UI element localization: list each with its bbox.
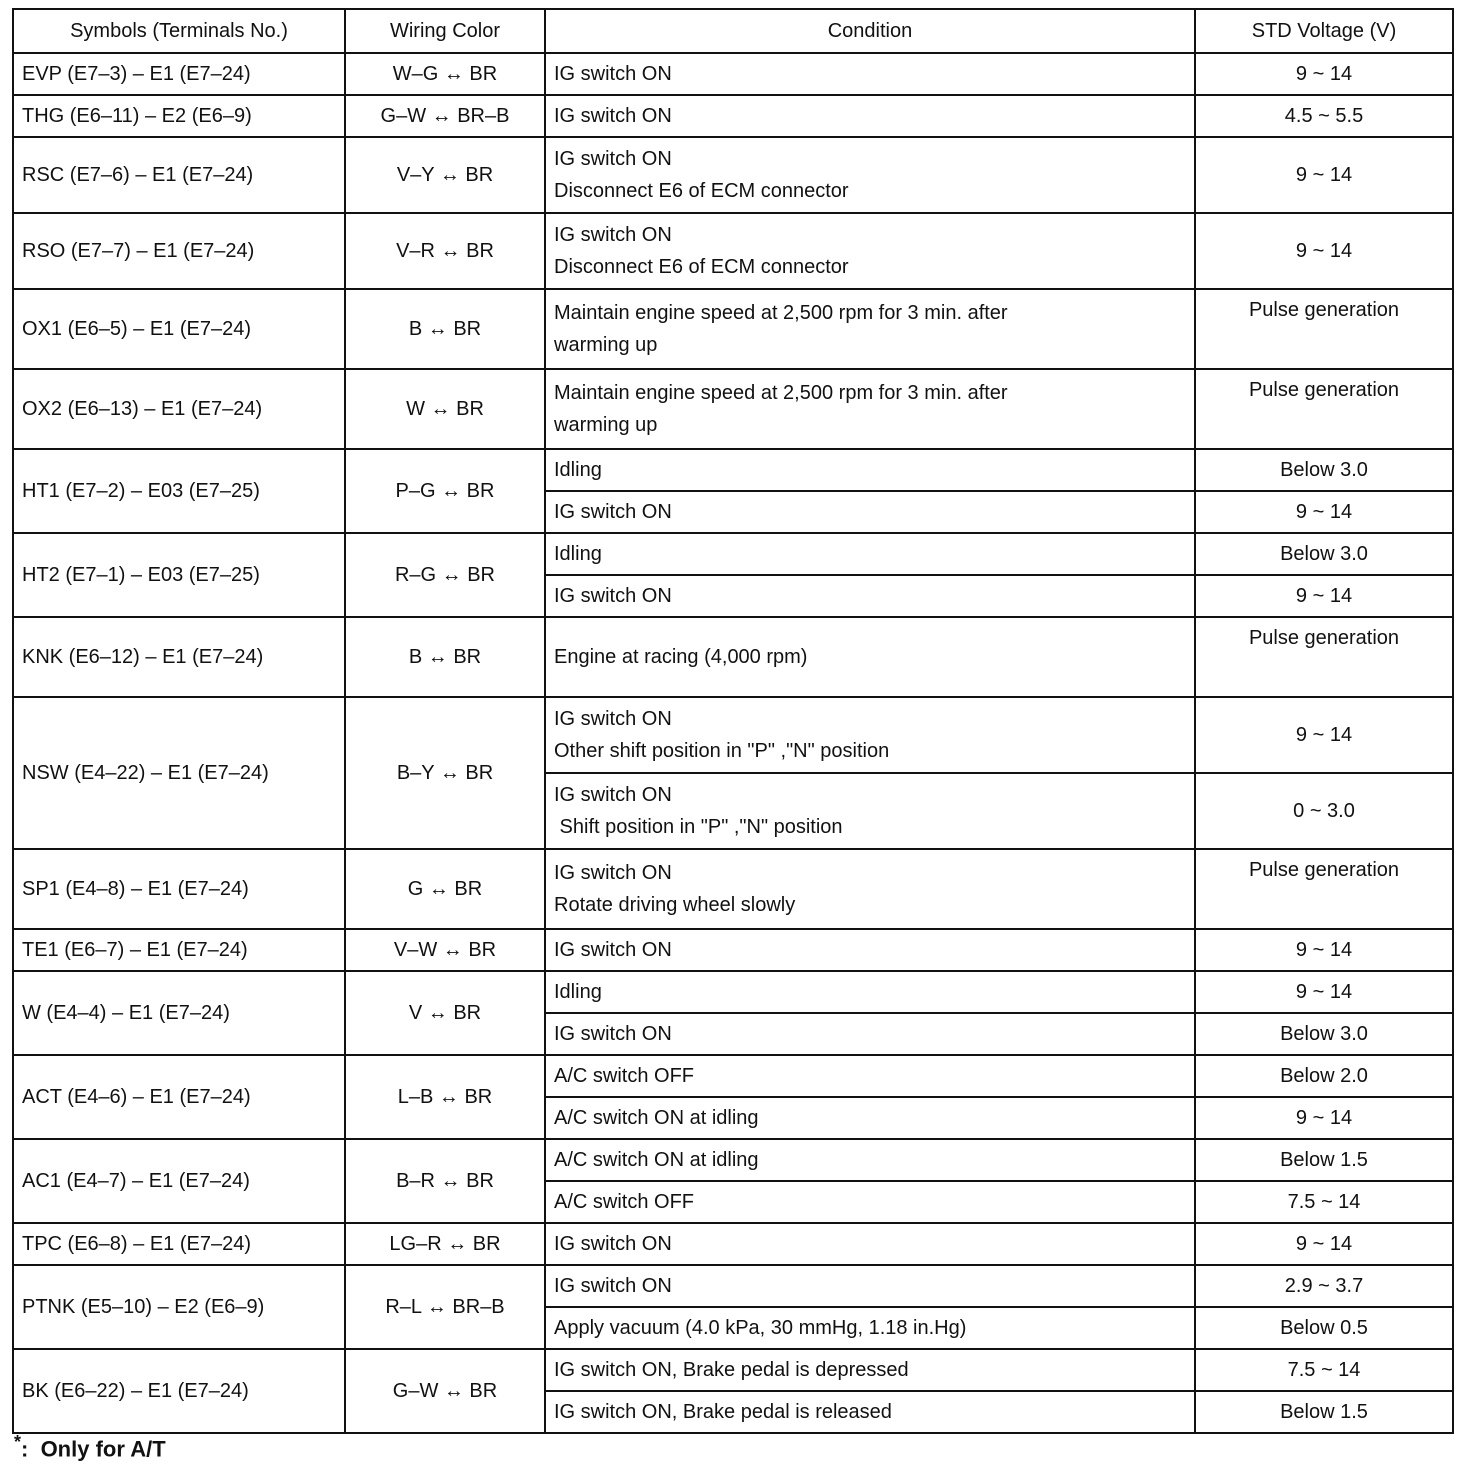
voltage-cell: 7.5 ~ 14: [1195, 1349, 1453, 1391]
table-row: [13, 971, 1453, 1013]
condition-cell: [545, 773, 1195, 849]
condition-cell: A/C switch ON at idling: [545, 1139, 1195, 1181]
condition-line: IG switch ON: [554, 784, 672, 806]
voltage-cell: 9 ~ 14: [1195, 53, 1453, 95]
condition-cell: IG switch ON: [545, 1223, 1195, 1265]
symbol-cell: TPC (E6–8) – E1 (E7–24): [13, 1223, 345, 1265]
table-row: [13, 929, 1453, 971]
condition-line: Disconnect E6 of ECM connector: [554, 180, 849, 202]
condition-cell: Engine at racing (4,000 rpm): [545, 617, 1195, 697]
symbol-cell: OX1 (E6–5) – E1 (E7–24): [13, 289, 345, 369]
condition-cell: IG switch ON: [545, 53, 1195, 95]
symbol-cell: PTNK (E5–10) – E2 (E6–9): [13, 1265, 345, 1349]
voltage-cell: 9 ~ 14: [1195, 929, 1453, 971]
wiring-cell: V–R ↔ BR: [345, 213, 545, 289]
symbol-cell: BK (E6–22) – E1 (E7–24): [13, 1349, 345, 1433]
wiring-cell: L–B ↔ BR: [345, 1055, 545, 1139]
table-row: [13, 1349, 1453, 1391]
voltage-cell: Below 3.0: [1195, 1013, 1453, 1055]
condition-line: IG switch ON: [554, 224, 672, 246]
voltage-cell: 9 ~ 14: [1195, 1223, 1453, 1265]
symbol-cell: EVP (E7–3) – E1 (E7–24): [13, 53, 345, 95]
wiring-cell: R–G ↔ BR: [345, 533, 545, 617]
symbol-cell: RSO (E7–7) – E1 (E7–24): [13, 213, 345, 289]
table-row: [13, 1223, 1453, 1265]
condition-cell: Idling: [545, 533, 1195, 575]
condition-line: Maintain engine speed at 2,500 rpm for 3 min. after: [554, 382, 1008, 404]
symbol-cell: HT1 (E7–2) – E03 (E7–25): [13, 449, 345, 533]
symbol-cell: ACT (E4–6) – E1 (E7–24): [13, 1055, 345, 1139]
terminal-voltage-table-wrapper: [12, 8, 1452, 1434]
condition-line: Other shift position in "P" ,"N" position: [554, 740, 890, 762]
table-row: [13, 53, 1453, 95]
condition-cell: [545, 289, 1195, 369]
condition-cell: [545, 849, 1195, 929]
wiring-cell: W–G ↔ BR: [345, 53, 545, 95]
wiring-cell: P–G ↔ BR: [345, 449, 545, 533]
symbol-cell: TE1 (E6–7) – E1 (E7–24): [13, 929, 345, 971]
condition-cell: IG switch ON, Brake pedal is released: [545, 1391, 1195, 1433]
condition-cell: A/C switch OFF: [545, 1181, 1195, 1223]
symbol-cell: SP1 (E4–8) – E1 (E7–24): [13, 849, 345, 929]
voltage-cell: Pulse generation: [1195, 369, 1453, 449]
condition-cell: IG switch ON: [545, 95, 1195, 137]
condition-line: warming up: [554, 334, 658, 356]
condition-cell: IG switch ON, Brake pedal is depressed: [545, 1349, 1195, 1391]
voltage-cell: 9 ~ 14: [1195, 137, 1453, 213]
condition-cell: IG switch ON: [545, 1013, 1195, 1055]
condition-cell: A/C switch ON at idling: [545, 1097, 1195, 1139]
wiring-cell: V–Y ↔ BR: [345, 137, 545, 213]
voltage-cell: 9 ~ 14: [1195, 491, 1453, 533]
header-symbols: Symbols (Terminals No.): [13, 9, 345, 53]
symbol-cell: KNK (E6–12) – E1 (E7–24): [13, 617, 345, 697]
condition-line: Disconnect E6 of ECM connector: [554, 256, 849, 278]
wiring-cell: V ↔ BR: [345, 971, 545, 1055]
condition-line: Rotate driving wheel slowly: [554, 894, 796, 916]
voltage-cell: 9 ~ 14: [1195, 971, 1453, 1013]
voltage-cell: 9 ~ 14: [1195, 697, 1453, 773]
condition-line: IG switch ON: [554, 862, 672, 884]
table-row: [13, 95, 1453, 137]
condition-cell: Idling: [545, 971, 1195, 1013]
voltage-cell: 2.9 ~ 3.7: [1195, 1265, 1453, 1307]
voltage-cell: Below 1.5: [1195, 1391, 1453, 1433]
table-row: [13, 849, 1453, 929]
voltage-cell: Below 3.0: [1195, 533, 1453, 575]
symbol-cell: OX2 (E6–13) – E1 (E7–24): [13, 369, 345, 449]
table-row: [13, 697, 1453, 773]
symbol-cell: HT2 (E7–1) – E03 (E7–25): [13, 533, 345, 617]
symbol-cell: W (E4–4) – E1 (E7–24): [13, 971, 345, 1055]
condition-line: Shift position in "P" ,"N" position: [554, 816, 843, 838]
table-row: [13, 213, 1453, 289]
symbol-cell: RSC (E7–6) – E1 (E7–24): [13, 137, 345, 213]
voltage-cell: 4.5 ~ 5.5: [1195, 95, 1453, 137]
voltage-cell: 7.5 ~ 14: [1195, 1181, 1453, 1223]
condition-cell: A/C switch OFF: [545, 1055, 1195, 1097]
table-row: [13, 289, 1453, 369]
wiring-cell: G ↔ BR: [345, 849, 545, 929]
condition-cell: [545, 137, 1195, 213]
table-row: [13, 617, 1453, 697]
wiring-cell: B–Y ↔ BR: [345, 697, 545, 849]
voltage-cell: 0 ~ 3.0: [1195, 773, 1453, 849]
voltage-cell: Below 1.5: [1195, 1139, 1453, 1181]
voltage-cell: Pulse generation: [1195, 849, 1453, 929]
header-condition: Condition: [545, 9, 1195, 53]
footnote-asterisk: *: [14, 1432, 22, 1452]
condition-line: warming up: [554, 414, 658, 436]
condition-cell: Apply vacuum (4.0 kPa, 30 mmHg, 1.18 in.Hg): [545, 1307, 1195, 1349]
voltage-cell: 9 ~ 14: [1195, 213, 1453, 289]
table-row: [13, 137, 1453, 213]
table-row: [13, 533, 1453, 575]
wiring-cell: V–W ↔ BR: [345, 929, 545, 971]
condition-line: IG switch ON: [554, 148, 672, 170]
table-row: [13, 369, 1453, 449]
condition-cell: [545, 697, 1195, 773]
voltage-cell: Below 2.0: [1195, 1055, 1453, 1097]
table-row: [13, 1139, 1453, 1181]
table-row: [13, 449, 1453, 491]
header-row: [13, 9, 1453, 53]
wiring-cell: G–W ↔ BR–B: [345, 95, 545, 137]
condition-cell: IG switch ON: [545, 1265, 1195, 1307]
wiring-cell: B ↔ BR: [345, 289, 545, 369]
condition-cell: Idling: [545, 449, 1195, 491]
footnote: [14, 1432, 166, 1462]
voltage-cell: 9 ~ 14: [1195, 1097, 1453, 1139]
symbol-cell: THG (E6–11) – E2 (E6–9): [13, 95, 345, 137]
wiring-cell: W ↔ BR: [345, 369, 545, 449]
wiring-cell: LG–R ↔ BR: [345, 1223, 545, 1265]
voltage-cell: Pulse generation: [1195, 289, 1453, 369]
condition-cell: [545, 213, 1195, 289]
voltage-cell: 9 ~ 14: [1195, 575, 1453, 617]
wiring-cell: B–R ↔ BR: [345, 1139, 545, 1223]
condition-cell: IG switch ON: [545, 929, 1195, 971]
condition-cell: IG switch ON: [545, 575, 1195, 617]
header-wiring-color: Wiring Color: [345, 9, 545, 53]
voltage-cell: Below 3.0: [1195, 449, 1453, 491]
condition-cell: [545, 369, 1195, 449]
voltage-cell: Pulse generation: [1195, 617, 1453, 697]
header-std-voltage: STD Voltage (V): [1195, 9, 1453, 53]
condition-line: IG switch ON: [554, 708, 672, 730]
voltage-cell: Below 0.5: [1195, 1307, 1453, 1349]
condition-cell: IG switch ON: [545, 491, 1195, 533]
symbol-cell: AC1 (E4–7) – E1 (E7–24): [13, 1139, 345, 1223]
wiring-cell: G–W ↔ BR: [345, 1349, 545, 1433]
symbol-cell: NSW (E4–22) – E1 (E7–24): [13, 697, 345, 849]
table-row: [13, 1055, 1453, 1097]
footnote-text: : Only for A/T: [21, 1436, 166, 1462]
wiring-cell: B ↔ BR: [345, 617, 545, 697]
table-row: [13, 1265, 1453, 1307]
wiring-cell: R–L ↔ BR–B: [345, 1265, 545, 1349]
condition-line: Maintain engine speed at 2,500 rpm for 3 min. after: [554, 302, 1008, 324]
terminal-voltage-table: [12, 8, 1454, 1434]
